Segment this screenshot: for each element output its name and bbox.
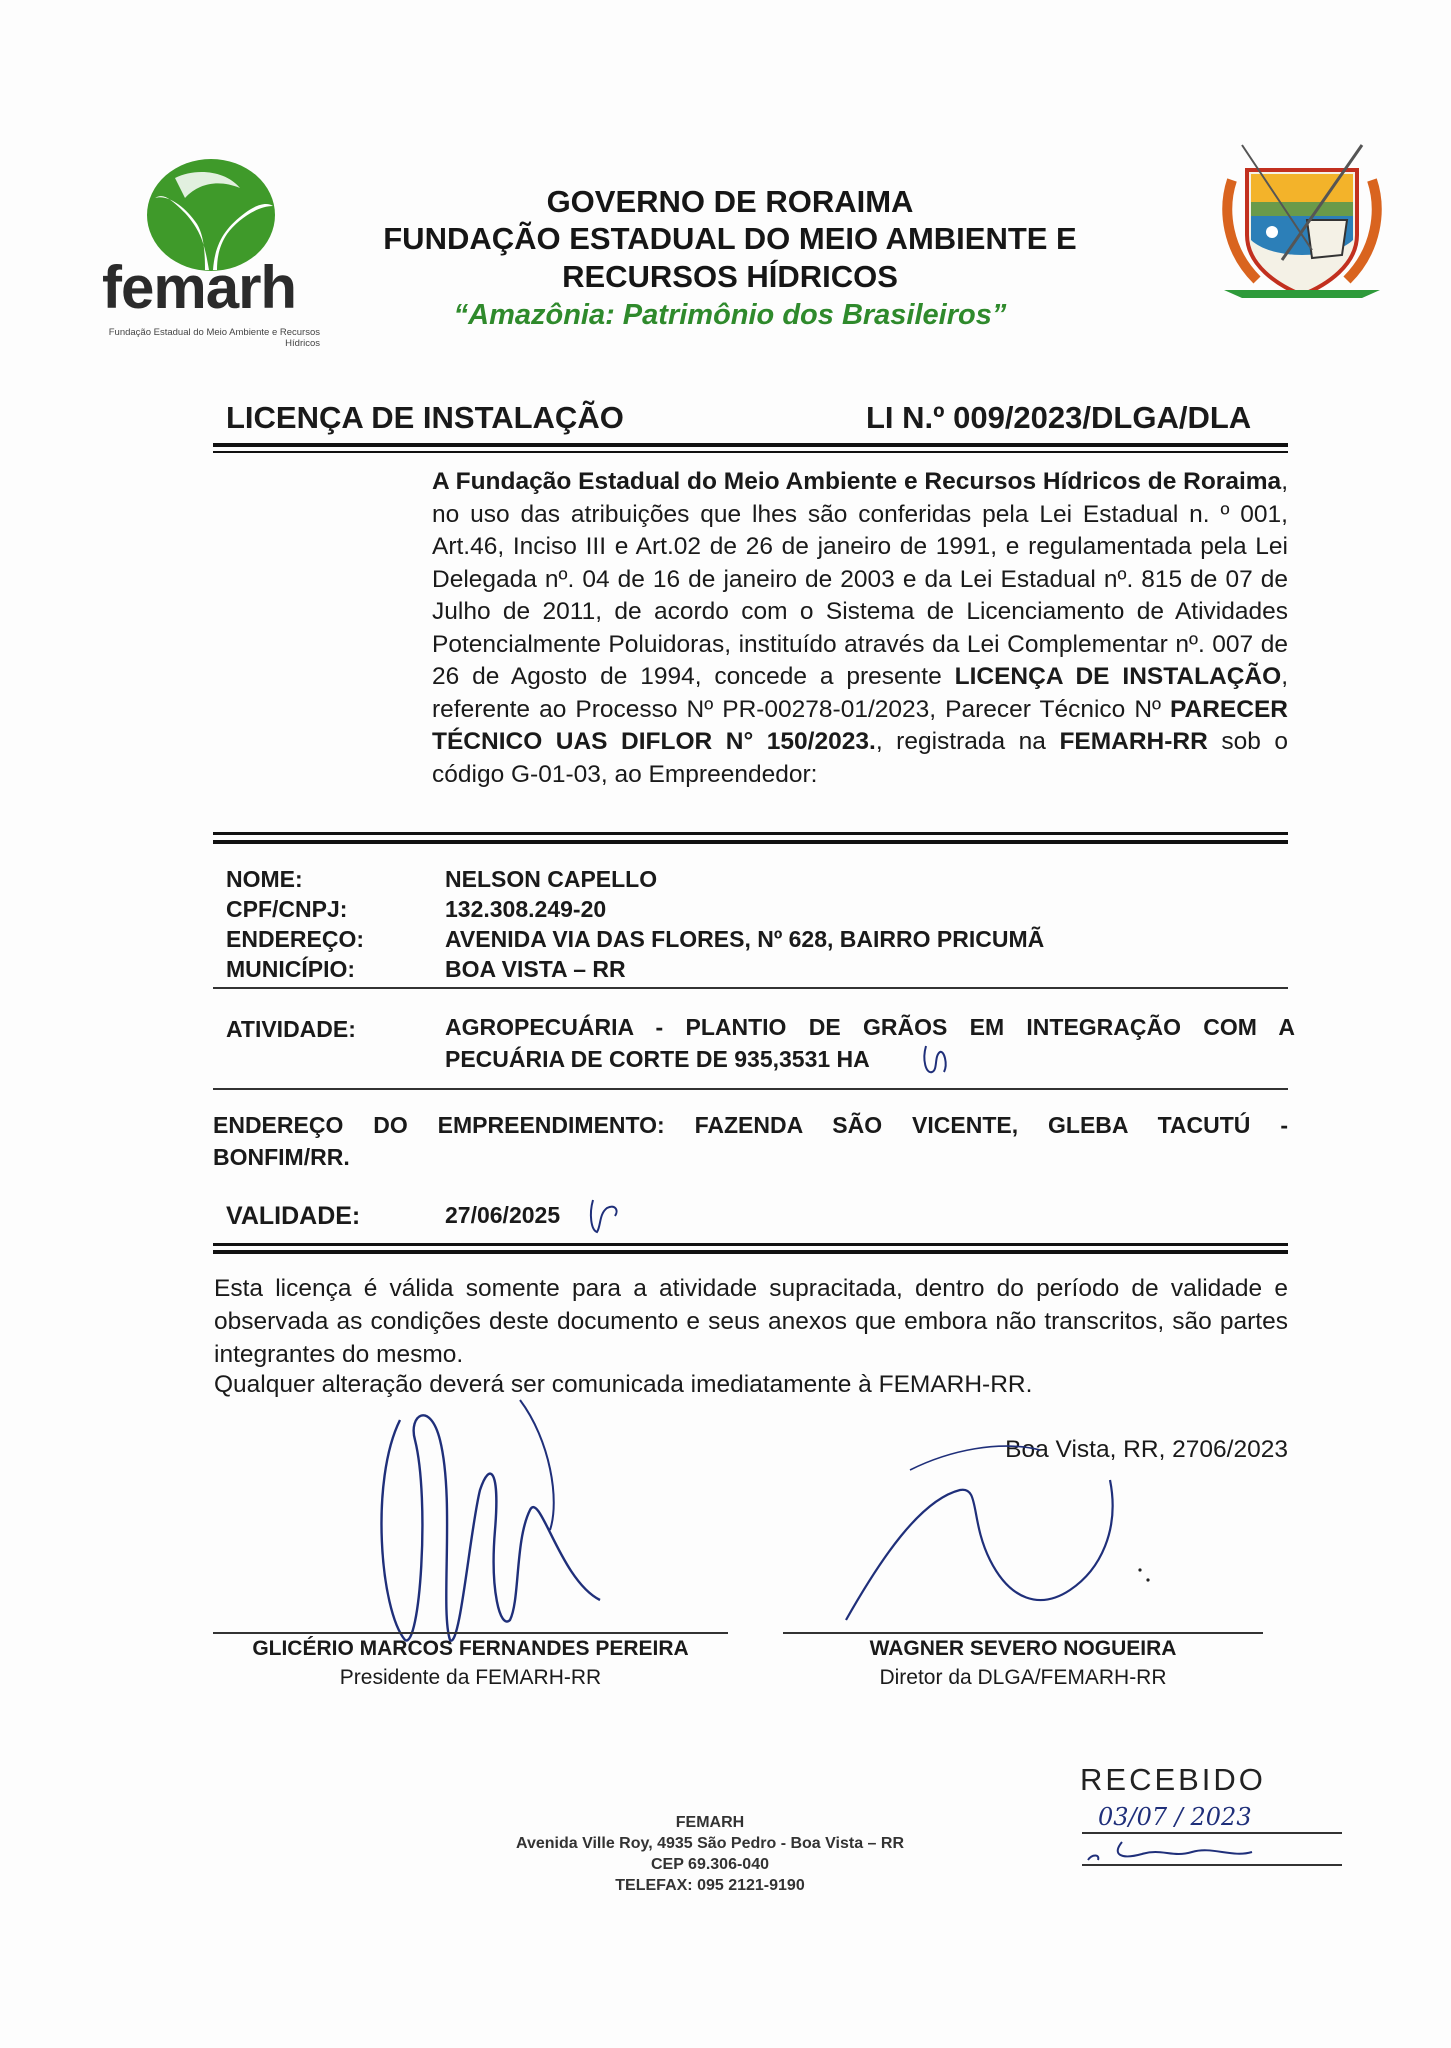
endereco-value: AVENIDA VIA DAS FLORES, Nº 628, BAIRRO PRICUMÃ [445, 926, 1045, 952]
intro-text-1: , no uso das atribuições que lhes são conferidas pela Lei Estadual n. º 001, Art.46, Inciso III e Art.02 de 26 de janeiro de 1991, e regulamentada pela Lei Delegada nº. 04 de 16 de janeiro de 2003 e da Lei Estadual nº. 815 de 07 de Julho de 2011, de acordo com o Sistema de Licenciamento de Atividades Potencialmente Poluidoras, instituído através da Lei Complementar nº. 007 de 26 de Agosto de 1994, concede a presente [432, 468, 1288, 690]
left-signer-name: GLICÉRIO MARCOS FERNANDES PEREIRA [252, 1637, 689, 1660]
place-date: Boa Vista, RR, 2706/2023 [1005, 1436, 1288, 1463]
atividade-line-1: AGROPECUÁRIA - PLANTIO DE GRÃOS EM INTEGRAÇÃO COM A [445, 1014, 1295, 1040]
validity-rule [213, 1243, 1288, 1246]
coat-of-arms-icon [1212, 140, 1392, 320]
left-signature-icon [360, 1380, 620, 1660]
intro-text-3: , registrada na [875, 728, 1060, 755]
footer-address-block [460, 1812, 960, 1896]
closing-notice: Qualquer alteração deverá ser comunicada imediatamente à FEMARH-RR. [214, 1371, 1033, 1398]
intro-rule-2 [213, 840, 1288, 844]
logo-subtitle: Fundação Estadual do Meio Ambiente e Recursos Hídricos [108, 327, 320, 349]
initials-mark-icon [585, 1196, 625, 1236]
municipio-label: MUNICÍPIO: [226, 956, 356, 982]
stamp-signature-icon [1082, 1834, 1342, 1868]
header-foundation-cont: RECURSOS HÍDRICOS [562, 259, 898, 294]
atividade-line-2: PECUÁRIA DE CORTE DE 935,3531 HA [445, 1046, 870, 1072]
municipio-value: BOA VISTA – RR [445, 956, 626, 982]
intro-rule [213, 832, 1288, 835]
stamp-signature-line [1082, 1864, 1342, 1866]
title-rule [213, 443, 1288, 447]
initials-mark-icon [920, 1042, 960, 1078]
intro-paragraph [432, 466, 1288, 791]
footer-org: FEMARH [675, 1814, 745, 1831]
nome-label: NOME: [226, 866, 303, 892]
logo-wordmark: femarh [102, 254, 297, 321]
stamp-title: RECEBIDO [1080, 1762, 1266, 1797]
intro-femarh: FEMARH-RR [1059, 728, 1208, 755]
stamp-date: 03/07 / 2023 [1098, 1803, 1252, 1831]
atividade-label: ATIVIDADE: [226, 1016, 356, 1042]
site-address-line-1: ENDEREÇO DO EMPREENDIMENTO: FAZENDA SÃO VICENTE, GLEBA TACUTÚ - [213, 1112, 1288, 1138]
footer-phone: TELEFAX: 095 2121-9190 [615, 1877, 805, 1894]
header-motto: “Amazônia: Patrimônio dos Brasileiros” [453, 299, 1007, 331]
cpf-value: 132.308.249-20 [445, 896, 607, 922]
activity-rule [213, 1088, 1288, 1090]
right-signer-name: WAGNER SEVERO NOGUEIRA [869, 1637, 1177, 1660]
license-number: LI N.º 009/2023/DLGA/DLA [866, 400, 1252, 435]
header-government: GOVERNO DE RORAIMA [546, 184, 914, 219]
intro-text-2: , referente ao Processo Nº PR-00278-01/2023, Parecer Técnico Nº [432, 663, 1288, 723]
footer-address: Avenida Ville Roy, 4935 São Pedro - Boa Vista – RR [516, 1835, 904, 1852]
entrepreneur-rule [213, 987, 1288, 989]
right-signer-role: Diretor da DLGA/FEMARH-RR [879, 1666, 1167, 1689]
header-foundation: FUNDAÇÃO ESTADUAL DO MEIO AMBIENTE E [383, 221, 1077, 256]
intro-parecer: PARECER TÉCNICO UAS DIFLOR N° 150/2023. [432, 695, 1288, 755]
validade-value: 27/06/2025 [445, 1202, 561, 1228]
left-signature-line [213, 1632, 728, 1634]
left-signer-role: Presidente da FEMARH-RR [339, 1666, 602, 1689]
right-signature-line [783, 1632, 1263, 1634]
intro-text-4: sob o código G-01-03, ao Empreendedor: [432, 728, 1288, 788]
title-rule-thin [213, 451, 1288, 453]
nome-value: NELSON CAPELLO [445, 866, 658, 892]
validity-rule-2 [213, 1250, 1288, 1254]
intro-license: LICENÇA DE INSTALAÇÃO [954, 663, 1282, 690]
site-address-line-2: BONFIM/RR. [213, 1144, 350, 1170]
validade-label: VALIDADE: [226, 1202, 361, 1230]
license-type: LICENÇA DE INSTALAÇÃO [226, 400, 624, 435]
footer-cep: CEP 69.306-040 [650, 1856, 769, 1873]
right-signature-icon [840, 1440, 1160, 1640]
cpf-label: CPF/CNPJ: [226, 896, 348, 922]
intro-org: A Fundação Estadual do Meio Ambiente e Recursos Hídricos de Roraima [432, 468, 1282, 495]
endereco-label: ENDEREÇO: [226, 926, 365, 952]
closing-paragraph: Esta licença é válida somente para a atividade supracitada, dentro do período de validade e observada as condições deste documento e seus anexos que embora não transcritos, são partes integrantes do mesmo. [214, 1275, 1288, 1368]
